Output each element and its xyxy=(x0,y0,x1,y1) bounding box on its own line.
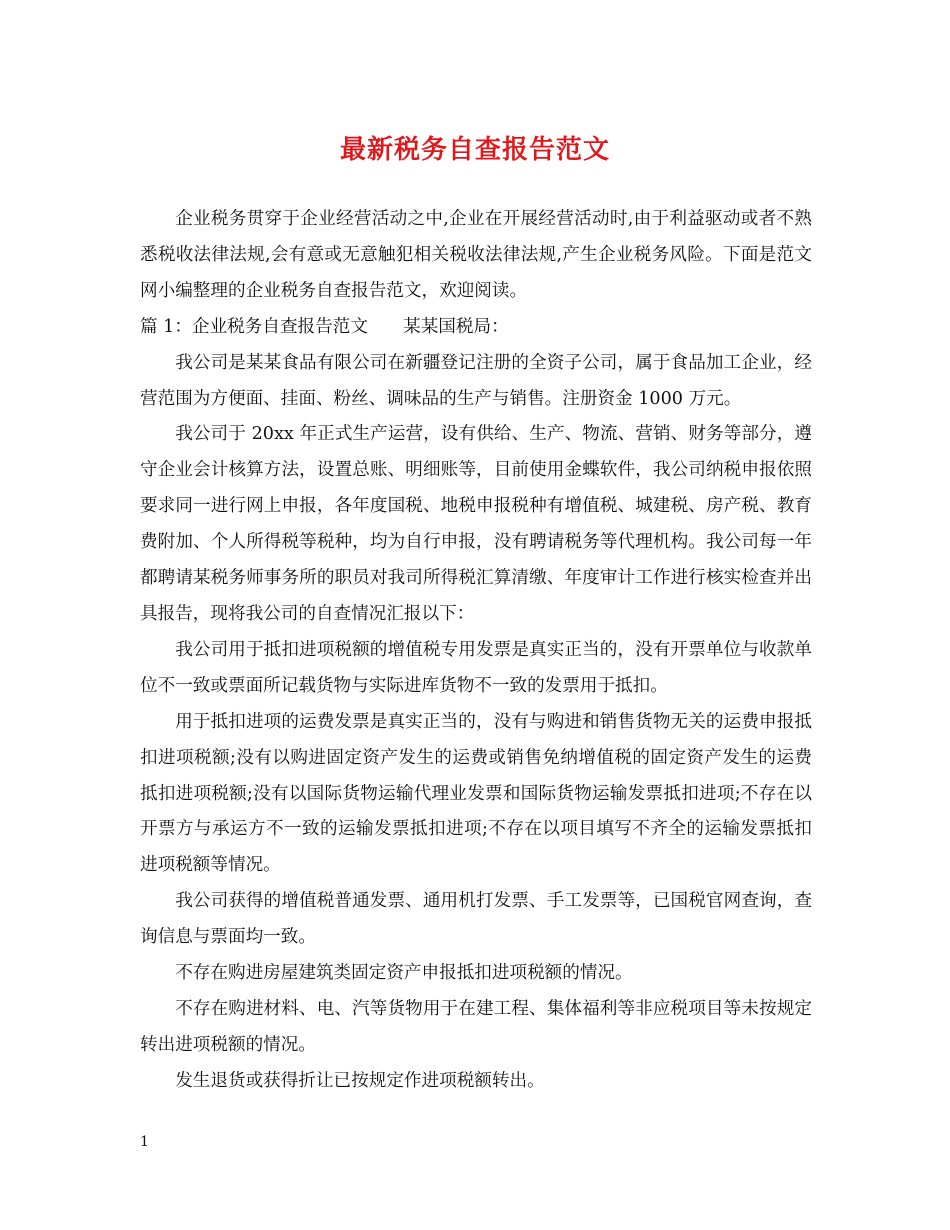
vat-invoice-paragraph: 我公司用于抵扣进项税额的增值税专用发票是真实正当的，没有开票单位与收款单位不一致或票面所记载货物与实际进库货物不一致的发票用于抵扣。 xyxy=(140,639,812,696)
materials-paragraph: 不存在购进材料、电、汽等货物用于在建工程、集体福利等非应税项目等未按规定转出进项税额的情况。 xyxy=(140,998,812,1055)
freight-invoice-paragraph: 用于抵扣进项的运费发票是真实正当的，没有与购进和销售货物无关的运费申报抵扣进项税额;没有以购进固定资产发生的运费或销售免纳增值税的固定资产发生的运费抵扣进项税额;没有以国际货物运输代理业发票和国际货物运输发票抵扣进项;不存在以开票方与承运方不一致的运输发票抵扣进项;不存在以项目填写不齐全的运输发票抵扣进项税额等情况。 xyxy=(140,711,812,876)
section-heading: 篇 1：企业税务自查报告范文 某某国税局： xyxy=(140,316,509,337)
company-profile-paragraph: 我公司是某某食品有限公司在新疆登记注册的全资子公司，属于食品加工企业，经营范围为方便面、挂面、粉丝、调味品的生产与销售。注册资金 1000 万元。 xyxy=(140,352,812,409)
fixed-assets-paragraph: 不存在购进房屋建筑类固定资产申报抵扣进项税额的情况。 xyxy=(175,963,633,984)
intro-paragraph: 企业税务贯穿于企业经营活动之中,企业在开展经营活动时,由于利益驱动或者不熟悉税收法律法规,会有意或无意触犯相关税收法律法规,产生企业税务风险。下面是范文网小编整理的企业税务自查报告范文，欢迎阅读。 xyxy=(140,209,812,301)
ordinary-invoice-paragraph: 我公司获得的增值税普通发票、通用机打发票、手工发票等，已国税官网查询，查询信息与票面均一致。 xyxy=(140,891,812,948)
returns-paragraph: 发生退货或获得折让已按规定作进项税额转出。 xyxy=(175,1070,545,1091)
document-title: 最新税务自查报告范文 xyxy=(339,135,610,165)
operations-paragraph: 我公司于 20xx 年正式生产运营，设有供给、生产、物流、营销、财务等部分，遵守企业会计核算方法，设置总账、明细账等，目前使用金蝶软件，我公司纳税申报依照要求同一进行网上申报，各年度国税、地税申报税种有增值税、城建税、房产税、教育费附加、个人所得税等税种，均为自行申报，没有聘请税务等代理机构。我公司每一年都聘请某税务师事务所的职员对我司所得税汇算清缴、年度审计工作进行核实检查并出具报告，现将我公司的自查情况汇报以下： xyxy=(140,424,812,624)
document-body xyxy=(140,202,812,1100)
page-number: 1 xyxy=(140,1134,149,1150)
